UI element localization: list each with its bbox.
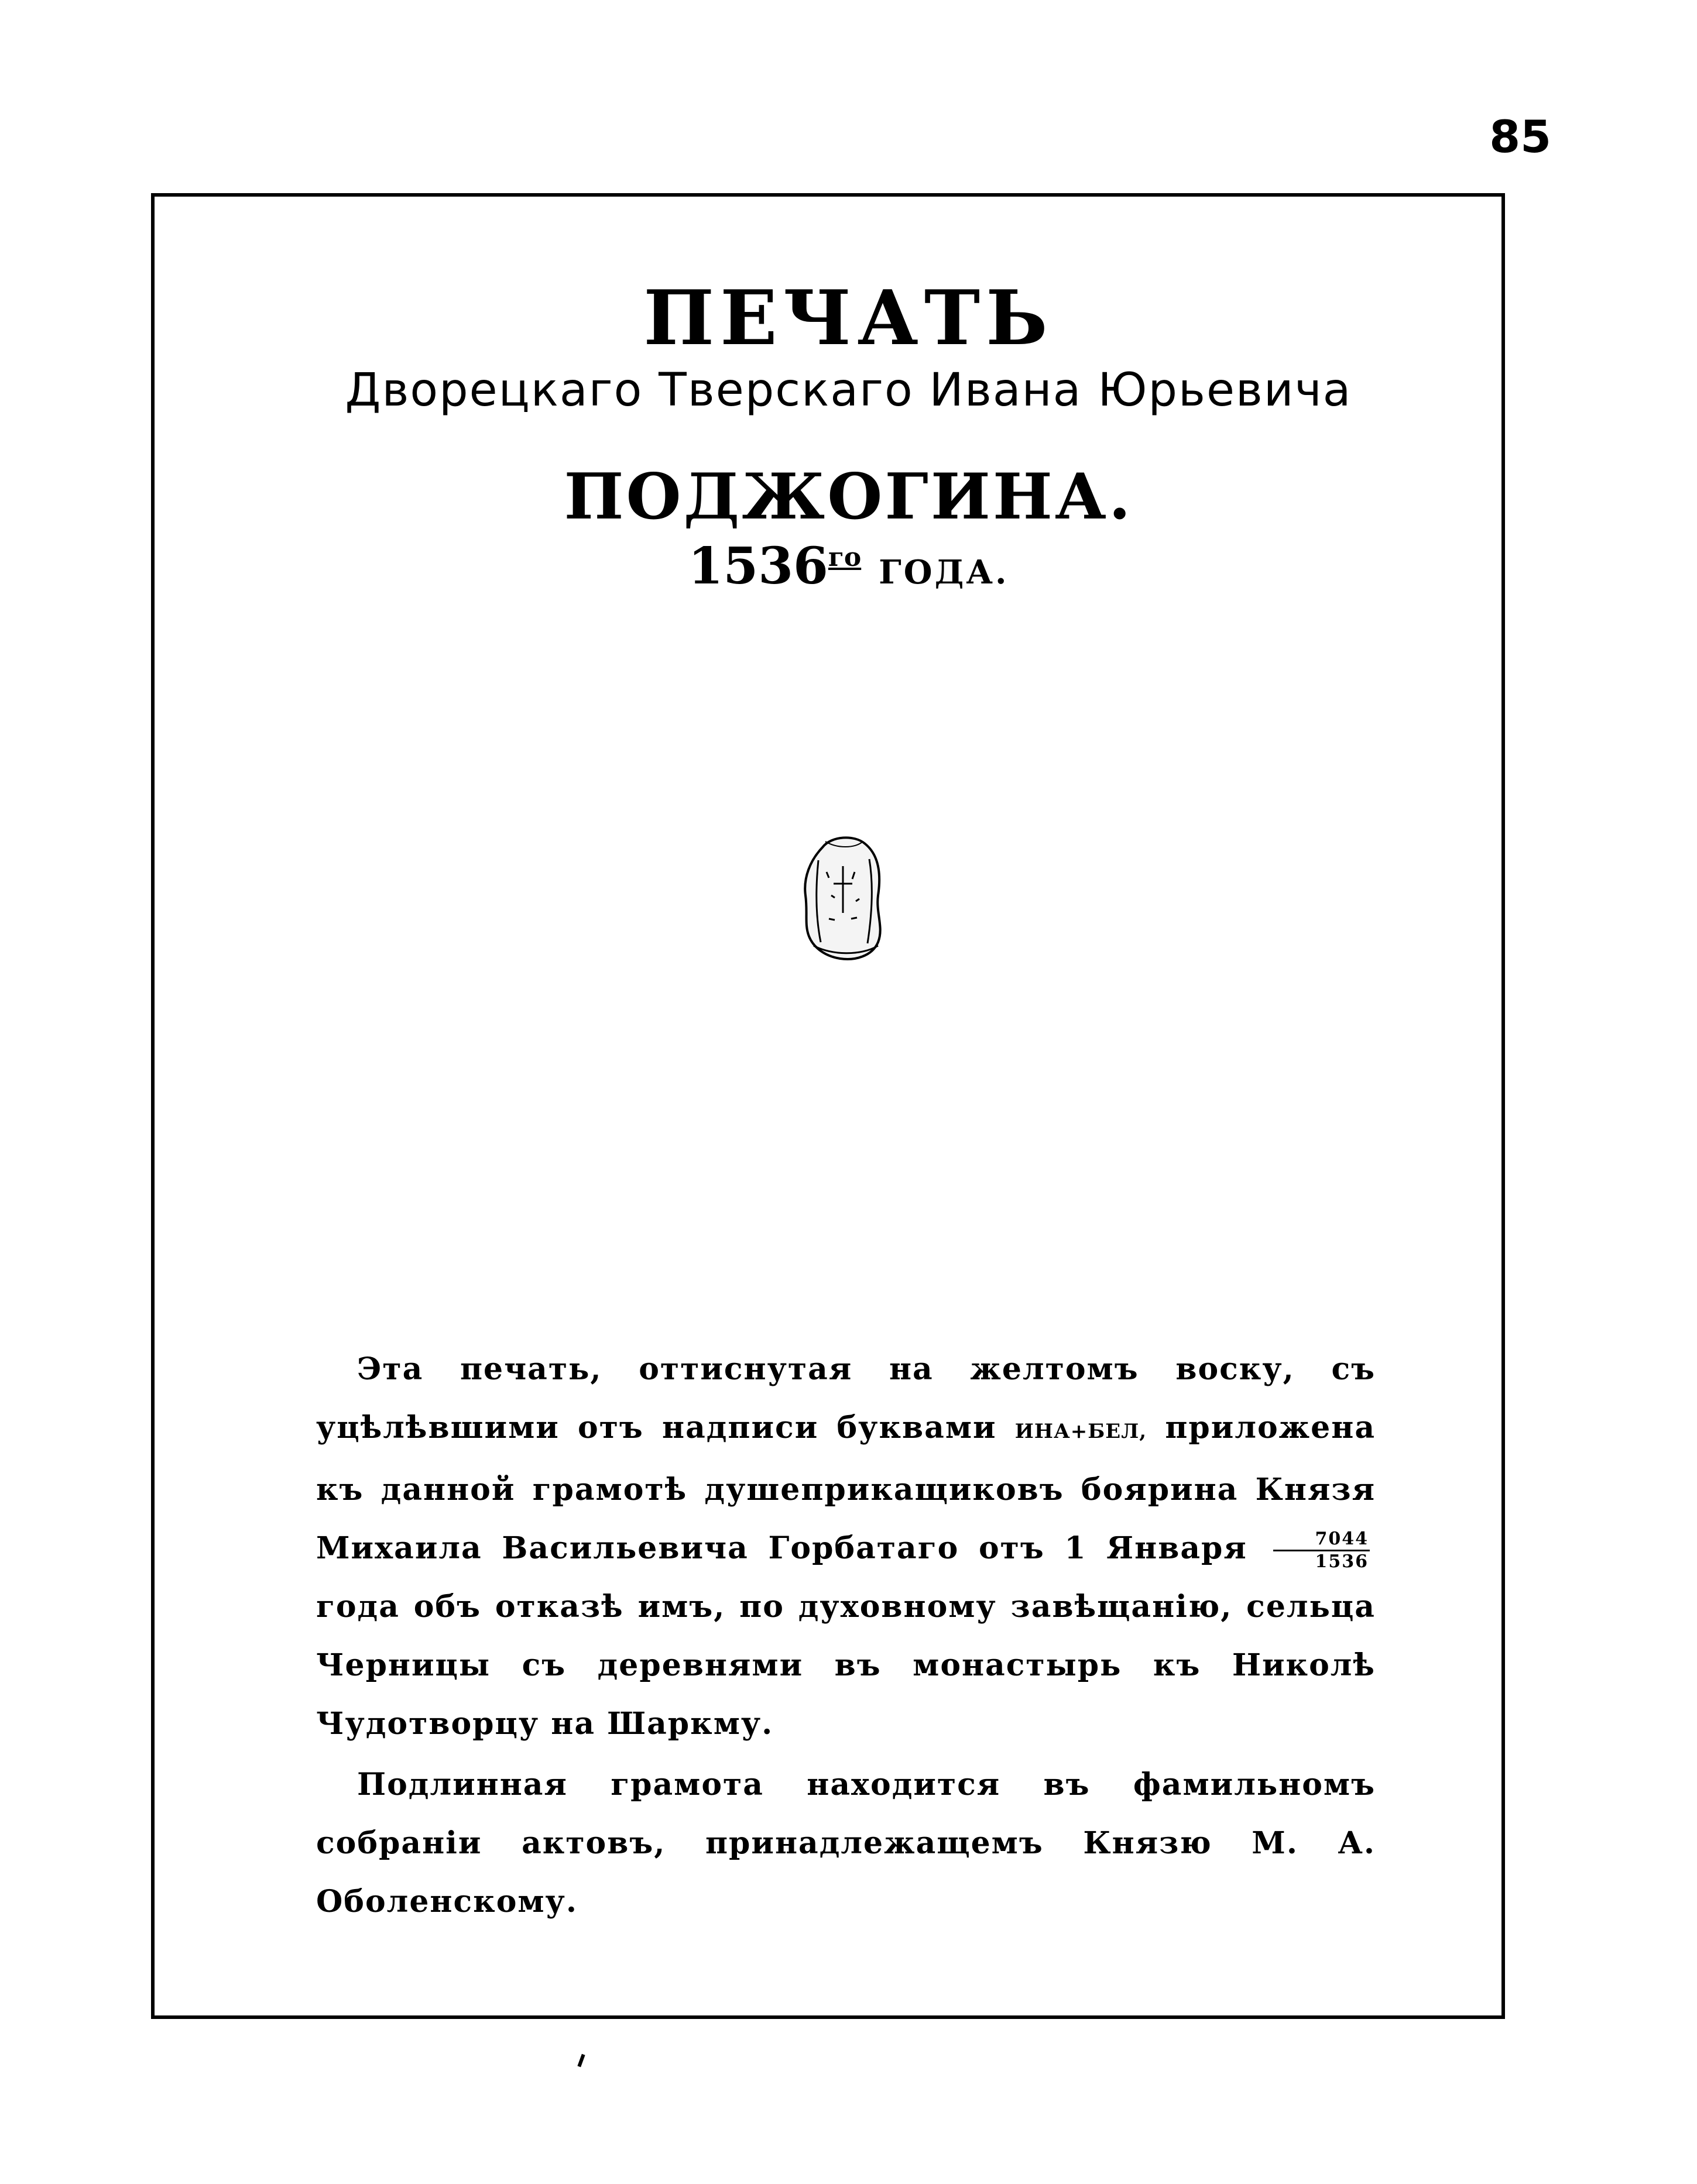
paragraph-1-part-c: года объ отказѣ имъ, по духовному завѣщанію, сельца Черницы съ деревнями въ монастырь къ Николѣ Чудотворцу на Шаркму.: [316, 1589, 1376, 1742]
page-subtitle: Дворецкаго Тверскаго Ивана Юрьевича: [345, 364, 1352, 417]
owner-name: ПОДЖОГИНА.: [564, 460, 1133, 534]
fraction-denominator: 1536: [1315, 1551, 1369, 1572]
wax-seal-icon: [790, 831, 896, 966]
year-word: ГОДА.: [879, 553, 1009, 592]
paragraph-1-part-b: приложена къ данной грамотѣ душеприкащиковъ боярина Князя Михаила Васильевича Горбатаго отъ 1 Января: [316, 1410, 1376, 1566]
description-text: [316, 1340, 1376, 1934]
stray-mark: [577, 2054, 585, 2068]
year-line: [0, 537, 1697, 596]
page-number: 85: [1489, 111, 1551, 163]
description-paragraph-1: [316, 1340, 1376, 1753]
year-number: 1536: [688, 537, 828, 596]
fraction-numerator: 7044: [1273, 1529, 1370, 1551]
date-fraction: [1273, 1529, 1370, 1572]
paragraph-1-part-a: Эта печать, оттиснутая на желтомъ воску, съ уцѣлѣвшими отъ надписи буквами: [316, 1351, 1376, 1445]
page-title: ПЕЧАТЬ: [643, 274, 1054, 362]
seal-inscription-letters: ИНА+БЕЛ,: [1014, 1420, 1147, 1443]
year-suffix: го: [828, 542, 862, 572]
description-paragraph-2: Подлинная грамота находится въ фамильномъ собраніи актовъ, принадлежащемъ Князю М. А. Оболенскому.: [316, 1767, 1376, 1919]
